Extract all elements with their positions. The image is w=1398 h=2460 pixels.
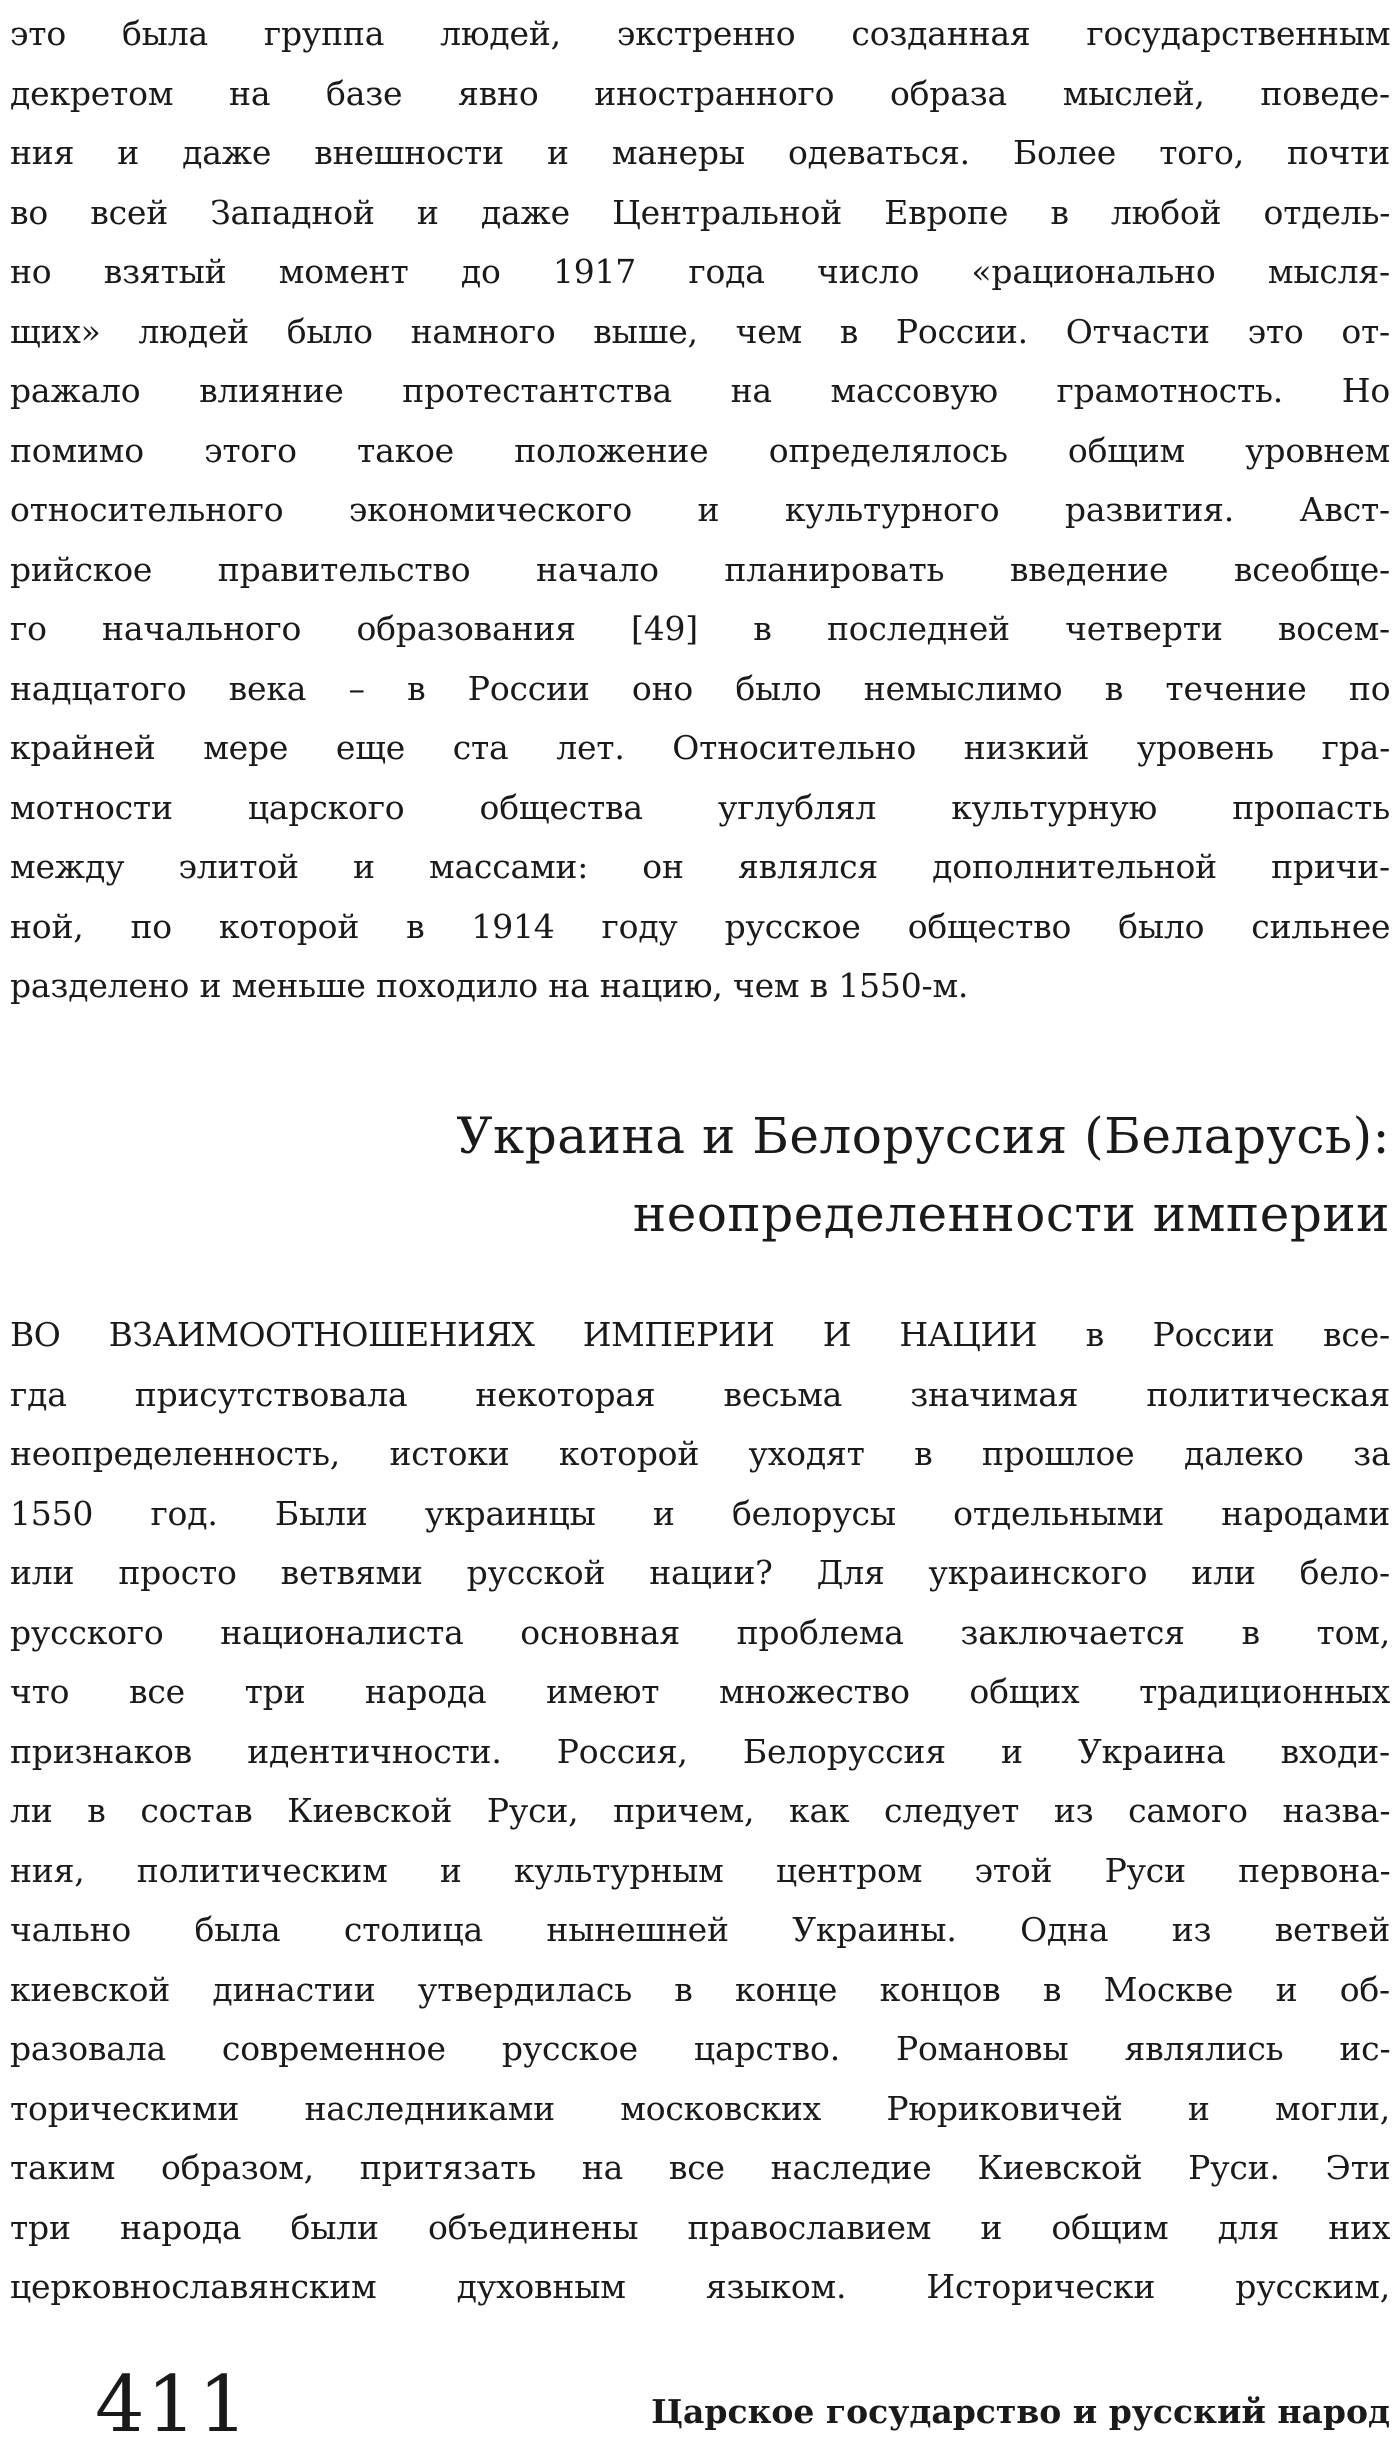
page-footer <box>10 2360 1390 2450</box>
body-paragraph-1 <box>10 4 1390 1016</box>
lead-in-caps: ВО ВЗАИМООТНОШЕНИЯХ ИМПЕРИИ И НАЦИИ <box>10 1315 1037 1354</box>
text-line: церковнославянским духовным языком. Исторически русским, <box>10 2267 1390 2306</box>
text-line: гда присутствовала некоторая весьма значимая политическая <box>10 1374 1390 1414</box>
section-heading <box>10 1097 1390 1253</box>
text-line: помимо этого такое положение определялось общим уровнем <box>10 430 1390 470</box>
section-heading-line: Украина и Белоруссия (Беларусь): <box>456 1107 1390 1165</box>
text-line: три народа были объединены православием и общим для них <box>10 2207 1390 2247</box>
text-line: торическими наследниками московских Рюриковичей и могли, <box>10 2088 1390 2128</box>
text-line: ния и даже внешности и манеры одеваться. Более того, почти <box>10 133 1390 172</box>
text-line-first <box>10 1305 1390 1365</box>
text-line: ли в состав Киевской Руси, причем, как следует из самого назва- <box>10 1791 1390 1830</box>
text-line: ния, политическим и культурным центром этой Руси первона- <box>10 1850 1390 1890</box>
text-line: что все три народа имеют множество общих традиционных <box>10 1672 1390 1711</box>
text-line: 1550 год. Были украинцы и белорусы отдельными народами <box>10 1493 1390 1533</box>
text-line: относительного экономического и культурного развития. Авст- <box>10 490 1390 529</box>
text-line: разделено и меньше походило на нацию, чем в 1550-м. <box>10 966 969 1005</box>
text-line: но взятый момент до 1917 года число «рационально мысля- <box>10 252 1390 291</box>
text-line: ражало влияние протестантства на массовую грамотность. Но <box>10 371 1390 410</box>
text-line: мотности царского общества углублял культурную пропасть <box>10 787 1390 827</box>
text-line: надцатого века – в России оно было немыслимо в течение по <box>10 668 1390 708</box>
text-line: крайней мере еще ста лет. Относительно низкий уровень гра- <box>10 728 1390 767</box>
section-heading-line: неопределенности империи <box>632 1185 1390 1243</box>
text-line: во всей Западной и даже Центральной Европе в любой отдель- <box>10 192 1390 232</box>
text-line: или просто ветвями русской нации? Для украинского или бело- <box>10 1553 1390 1592</box>
page-number: 411 <box>95 2360 250 2450</box>
text-line: неопределенность, истоки которой уходят в прошлое далеко за <box>10 1434 1390 1473</box>
text-line: чально была столица нынешней Украины. Одна из ветвей <box>10 1910 1390 1949</box>
text-line: русского националиста основная проблема заключается в том, <box>10 1612 1390 1652</box>
text-line: разовала современное русское царство. Романовы являлись ис- <box>10 2029 1390 2068</box>
text-line: ной, по которой в 1914 году русское общество было сильнее <box>10 906 1390 946</box>
text-line: декретом на базе явно иностранного образа мыслей, поведе- <box>10 73 1390 113</box>
lead-in-rest: в России все- <box>1036 1315 1390 1354</box>
text-line: го начального образования [49] в последней четверти восем- <box>10 609 1390 648</box>
text-line: рийское правительство начало планировать введение всеобще- <box>10 549 1390 589</box>
text-line: щих» людей было намного выше, чем в России. Отчасти это от- <box>10 311 1390 351</box>
body-paragraph-2 <box>10 1305 1390 2317</box>
text-line: это была группа людей, экстренно созданная государственным <box>10 14 1390 53</box>
running-title: Царское государство и русский народ <box>651 2392 1390 2431</box>
text-line: киевской династии утвердилась в конце концов в Москве и об- <box>10 1969 1390 2009</box>
book-page <box>10 0 1390 2460</box>
text-line: между элитой и массами: он являлся дополнительной причи- <box>10 847 1390 886</box>
text-line: признаков идентичности. Россия, Белоруссия и Украина входи- <box>10 1731 1390 1771</box>
text-line: таким образом, притязать на все наследие Киевской Руси. Эти <box>10 2148 1390 2187</box>
